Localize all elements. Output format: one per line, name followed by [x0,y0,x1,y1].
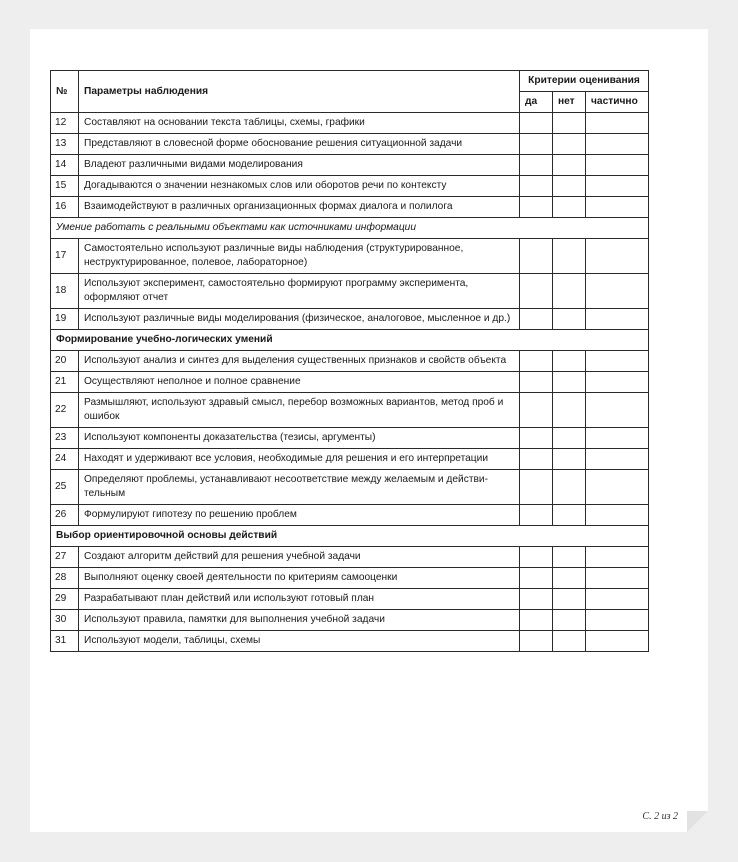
table-row [51,155,649,176]
cell-partial [586,351,649,372]
cell-partial [586,155,649,176]
cell-no [553,610,586,631]
row-number: 21 [51,372,79,393]
cell-yes [520,309,553,330]
section-row [51,330,649,351]
cell-no [553,470,586,505]
table-row [51,610,649,631]
row-number: 27 [51,547,79,568]
cell-partial [586,449,649,470]
row-text: Разрабатывают план действий или используют готовый план [79,589,520,610]
cell-no [553,274,586,309]
row-text: Определяют проблемы, устанавливают несоответствие между желаемым и действи-тельным [79,470,520,505]
cell-yes [520,505,553,526]
section-heading: Выбор ориентировочной основы действий [51,526,649,547]
row-number: 31 [51,631,79,652]
header-parameters: Параметры наблюдения [79,71,520,113]
cell-partial [586,610,649,631]
cell-partial [586,505,649,526]
cell-no [553,589,586,610]
page-number: С. 2 из 2 [642,811,678,822]
cell-no [553,351,586,372]
table-row [51,589,649,610]
row-number: 30 [51,610,79,631]
cell-no [553,547,586,568]
table-row [51,428,649,449]
cell-no [553,309,586,330]
row-text: Используют анализ и синтез для выделения существенных признаков и свойств объекта [79,351,520,372]
table-row [51,505,649,526]
header-partial: частично [586,92,649,113]
cell-yes [520,372,553,393]
cell-no [553,428,586,449]
row-text: Выполняют оценку своей деятельности по критериям самооценки [79,568,520,589]
cell-yes [520,589,553,610]
row-number: 17 [51,239,79,274]
cell-partial [586,176,649,197]
table-row [51,449,649,470]
cell-no [553,372,586,393]
cell-no [553,113,586,134]
row-text: Представляют в словесной форме обоснование решения ситуационной задачи [79,134,520,155]
row-number: 18 [51,274,79,309]
row-text: Самостоятельно используют различные виды наблюдения (структурированное, неструктурированное, полевое, лабораторное) [79,239,520,274]
row-text: Используют эксперимент, самостоятельно формируют программу эксперимента, оформляют отчет [79,274,520,309]
row-number: 12 [51,113,79,134]
cell-no [553,155,586,176]
table-row [51,274,649,309]
cell-no [553,393,586,428]
row-text: Формулируют гипотезу по решению проблем [79,505,520,526]
cell-yes [520,176,553,197]
table-row [51,372,649,393]
cell-no [553,134,586,155]
page-fold-corner [687,811,708,832]
cell-yes [520,393,553,428]
cell-yes [520,274,553,309]
table-row [51,197,649,218]
cell-no [553,631,586,652]
row-number: 26 [51,505,79,526]
row-number: 22 [51,393,79,428]
cell-partial [586,274,649,309]
cell-partial [586,631,649,652]
cell-yes [520,631,553,652]
table-row [51,309,649,330]
row-number: 15 [51,176,79,197]
row-text: Используют правила, памятки для выполнения учебной задачи [79,610,520,631]
row-text: Создают алгоритм действий для решения учебной задачи [79,547,520,568]
table-row [51,351,649,372]
row-text: Используют компоненты доказательства (тезисы, аргументы) [79,428,520,449]
cell-no [553,176,586,197]
header-no: нет [553,92,586,113]
cell-yes [520,239,553,274]
row-text: Догадываются о значении незнакомых слов или оборотов речи по контексту [79,176,520,197]
cell-partial [586,547,649,568]
row-text: Взаимодействуют в различных организационных формах диалога и полилога [79,197,520,218]
row-text: Находят и удерживают все условия, необходимые для решения и его интерпретации [79,449,520,470]
table-row [51,239,649,274]
cell-partial [586,309,649,330]
cell-partial [586,568,649,589]
cell-partial [586,393,649,428]
row-number: 20 [51,351,79,372]
cell-partial [586,470,649,505]
section-row [51,218,649,239]
row-number: 28 [51,568,79,589]
row-number: 25 [51,470,79,505]
row-number: 16 [51,197,79,218]
cell-partial [586,239,649,274]
cell-yes [520,197,553,218]
cell-no [553,239,586,274]
observation-table [50,70,649,652]
section-heading: Формирование учебно-логических умений [51,330,649,351]
row-text: Осуществляют неполное и полное сравнение [79,372,520,393]
cell-yes [520,568,553,589]
cell-yes [520,351,553,372]
cell-yes [520,134,553,155]
row-number: 13 [51,134,79,155]
table-row [51,134,649,155]
row-text: Владеют различными видами моделирования [79,155,520,176]
row-number: 19 [51,309,79,330]
row-number: 29 [51,589,79,610]
cell-no [553,568,586,589]
row-text: Используют различные виды моделирования (физическое, аналоговое, мысленное и др.) [79,309,520,330]
cell-yes [520,547,553,568]
cell-yes [520,428,553,449]
row-number: 23 [51,428,79,449]
cell-partial [586,372,649,393]
header-number: № [51,71,79,113]
table-row [51,547,649,568]
table-row [51,176,649,197]
cell-partial [586,589,649,610]
table-row [51,631,649,652]
section-row [51,526,649,547]
cell-no [553,505,586,526]
row-text: Составляют на основании текста таблицы, схемы, графики [79,113,520,134]
table-row [51,113,649,134]
cell-yes [520,113,553,134]
row-text: Размышляют, используют здравый смысл, перебор возможных вариантов, метод проб и ошибок [79,393,520,428]
cell-yes [520,155,553,176]
cell-partial [586,113,649,134]
row-text: Используют модели, таблицы, схемы [79,631,520,652]
table-row [51,470,649,505]
cell-partial [586,197,649,218]
section-heading: Умение работать с реальными объектами как источниками информации [51,218,649,239]
cell-yes [520,610,553,631]
cell-partial [586,134,649,155]
row-number: 24 [51,449,79,470]
cell-yes [520,449,553,470]
header-yes: да [520,92,553,113]
cell-no [553,197,586,218]
header-criteria: Критерии оценивания [520,71,649,92]
cell-partial [586,428,649,449]
table-row [51,393,649,428]
cell-yes [520,470,553,505]
table-row [51,568,649,589]
document-page [30,29,708,832]
row-number: 14 [51,155,79,176]
cell-no [553,449,586,470]
